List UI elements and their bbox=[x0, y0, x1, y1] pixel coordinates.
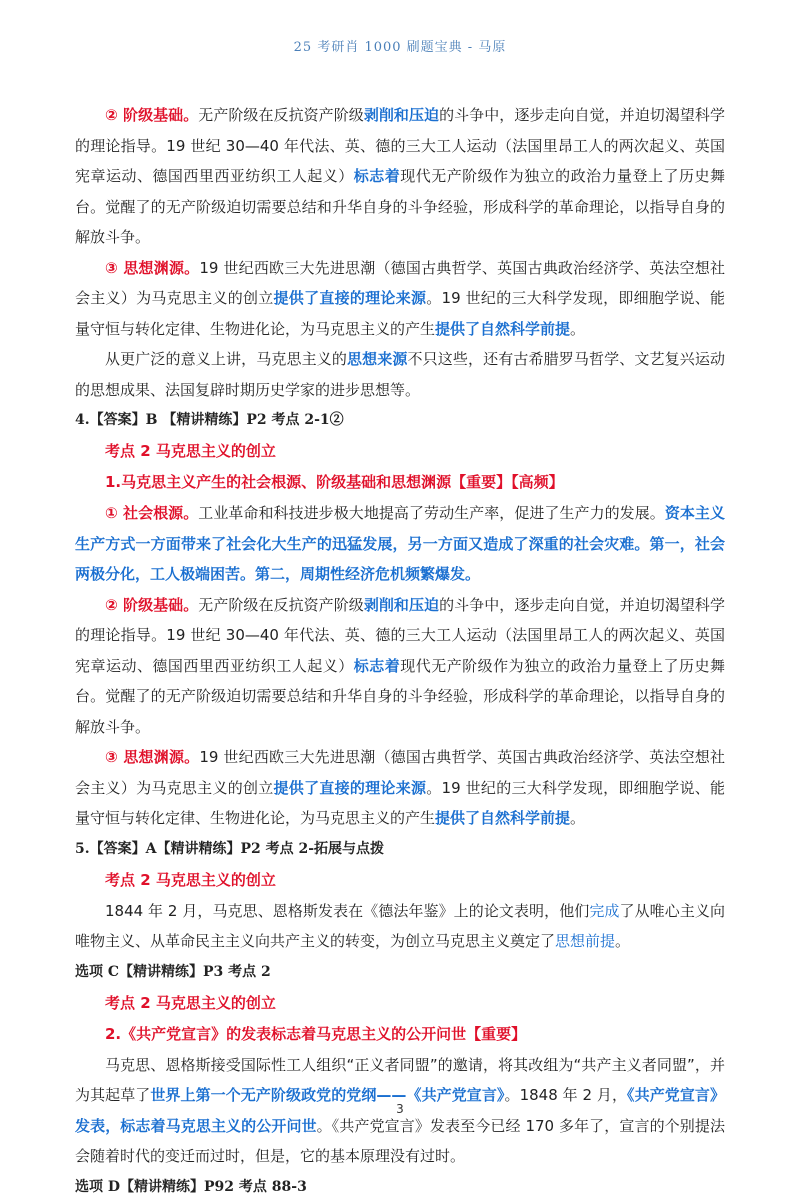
paragraph-thought-origin: ③ 思想渊源。19 世纪西欧三大先进思潮（德国古典哲学、英国古典政治经济学、英法空想社会主义）为马克思主义的创立提供了直接的理论来源。19 世纪的三大科学发现，即细胞学说、能量守恒与转化定律、生物进化论，为马克思主义的产生提供了自然科学前提。 bbox=[75, 748, 725, 827]
paragraph-1844: 1844 年 2 月，马克思、恩格斯发表在《德法年鉴》上的论文表明，他们完成了从唯心主义向唯物主义、从革命民主主义向共产主义的转变，为创立马克思主义奠定了思想前提。 bbox=[75, 901, 725, 950]
topic-heading: 考点 2 马克思主义的创立 bbox=[105, 870, 276, 889]
page-header: 25 考研肖 1000 刷题宝典 - 马原 bbox=[293, 40, 507, 55]
answer-line-q4: 4.【答案】B 【精讲精练】P2 考点 2-1② bbox=[75, 412, 344, 428]
answer-line-q5: 5.【答案】A【精讲精练】P2 考点 2-拓展与点拨 bbox=[75, 840, 385, 857]
paragraph-class-basis: ② 阶级基础。无产阶级在反抗资产阶级剥削和压迫的斗争中，逐步走向自觉，并迫切渴望科学的理论指导。19 世纪 30—40 年代法、英、德的三大工人运动（法国里昂工人的两次起义、英国宪章运动、德国西里西亚纺织工人起义）标志着现代无产阶级作为独立的政治力量登上了历史舞台。觉醒了的无产阶级迫切需要总结和升华自身的斗争经验，形成科学的革命理论，以指导自身的解放斗争。 bbox=[75, 106, 725, 246]
paragraph-broader-sources: 从更广泛的意义上讲，马克思主义的思想来源不只这些，还有古希腊罗马哲学、文艺复兴运动的思想成果、法国复辟时期历史学家的进步思想等。 bbox=[75, 350, 725, 399]
page-content bbox=[75, 100, 725, 1203]
topic-heading: 考点 2 马克思主义的创立 bbox=[105, 442, 276, 460]
page-number: 3 bbox=[396, 1102, 404, 1116]
topic-heading: 考点 2 马克思主义的创立 bbox=[105, 993, 276, 1012]
paragraph-social-root: ① 社会根源。工业革命和科技进步极大地提高了劳动生产率，促进了生产力的发展。资本主义生产方式一方面带来了社会化大生产的迅猛发展，另一方面又造成了深重的社会灾难。第一，社会两极分化，工人极端困苦。第二，周期性经济危机频繁爆发。 bbox=[75, 504, 725, 583]
subtopic-heading: 2.《共产党宣言》的发表标志着马克思主义的公开问世【重要】 bbox=[105, 1024, 527, 1043]
answer-line-option-c: 选项 C【精讲精练】P3 考点 2 bbox=[75, 963, 271, 980]
answer-line-option-d: 选项 D【精讲精练】P92 考点 88-3 bbox=[75, 1178, 307, 1195]
paragraph-thought-origin: ③ 思想渊源。19 世纪西欧三大先进思潮（德国古典哲学、英国古典政治经济学、英法空想社会主义）为马克思主义的创立提供了直接的理论来源。19 世纪的三大科学发现，即细胞学说、能量守恒与转化定律、生物进化论，为马克思主义的产生提供了自然科学前提。 bbox=[75, 258, 725, 338]
paragraph-manifesto: 马克思、恩格斯接受国际性工人组织“正义者同盟”的邀请，将其改组为“共产主义者同盟”，并为其起草了世界上第一个无产阶级政党的党纲——《共产党宣言》。1848 年 2 月，《共产党宣言》发表，标志着马克思主义的公开问世。《共产党宣言》发表至今已经 170 多年了，宣言的个别提法会随着时代的变迁而过时，但是，它的基本原理没有过时。 bbox=[75, 1055, 725, 1165]
subtopic-heading: 1.马克思主义产生的社会根源、阶级基础和思想渊源【重要】【高频】 bbox=[105, 473, 564, 491]
paragraph-class-basis: ② 阶级基础。无产阶级在反抗资产阶级剥削和压迫的斗争中，逐步走向自觉，并迫切渴望科学的理论指导。19 世纪 30—40 年代法、英、德的三大工人运动（法国里昂工人的两次起义、英国宪章运动、德国西里西亚纺织工人起义）标志着现代无产阶级作为独立的政治力量登上了历史舞台。觉醒了的无产阶级迫切需要总结和升华自身的斗争经验，形成科学的革命理论，以指导自身的解放斗争。 bbox=[75, 595, 725, 736]
